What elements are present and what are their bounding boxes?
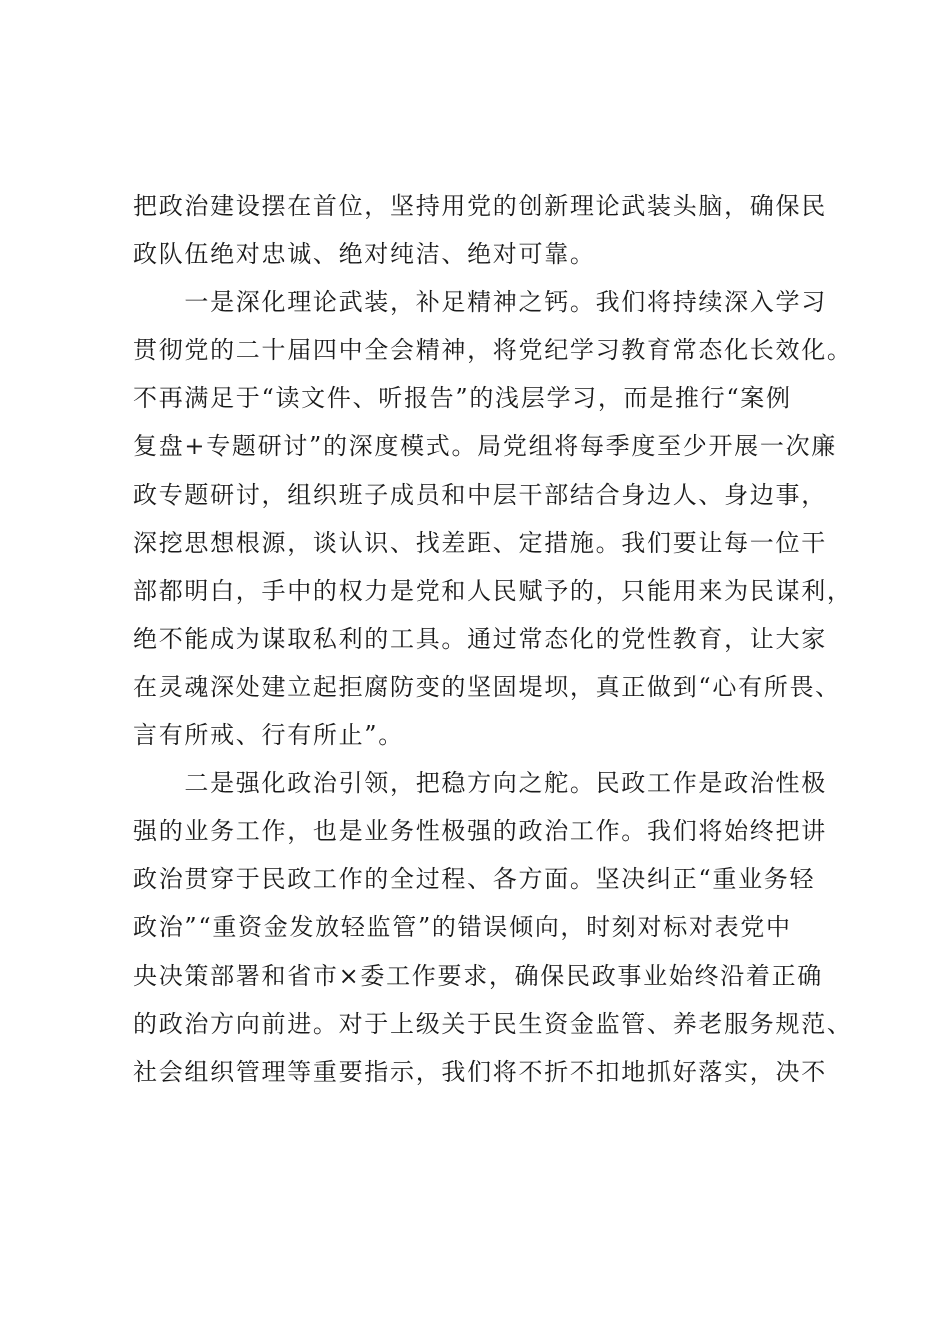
- text-line: 绝不能成为谋取私利的工具。通过常态化的党性教育，让大家: [133, 624, 827, 653]
- text-line: 的政治方向前进。对于上级关于民生资金监管、养老服务规范、: [133, 1009, 853, 1038]
- text-line: 深挖思想根源，谈认识、找差距、定措施。我们要让每一位干: [133, 528, 827, 557]
- text-line: 不再满足于“读文件、听报告”的浅层学习，而是推行“案例: [133, 384, 792, 413]
- text-line: 言有所戒、行有所止”。: [133, 721, 404, 750]
- paragraph: [133, 278, 853, 759]
- document-body: [133, 182, 853, 1096]
- text-line: 一是深化理论武装，补足精神之钙。我们将持续深入学习: [133, 288, 827, 317]
- paragraph: [133, 182, 833, 278]
- paragraph: [133, 759, 853, 1096]
- text-line: 二是强化政治引领，把稳方向之舵。民政工作是政治性极: [133, 769, 827, 798]
- text-line: 政专题研讨，组织班子成员和中层干部结合身边人、身边事，: [133, 480, 827, 509]
- text-line: 复盘+专题研讨”的深度模式。局党组将每季度至少开展一次廉: [133, 432, 837, 461]
- text-line: 社会组织管理等重要指示，我们将不折不扣地抓好落实，决不: [133, 1057, 827, 1086]
- text-line: 在灵魂深处建立起拒腐防变的坚固堤坝，真正做到“心有所畏、: [133, 672, 841, 701]
- text-line: 贯彻党的二十届四中全会精神，将党纪学习教育常态化长效化。: [133, 336, 853, 365]
- text-line: 政治贯穿于民政工作的全过程、各方面。坚决纠正“重业务轻: [133, 865, 816, 894]
- text-line: 强的业务工作，也是业务性极强的政治工作。我们将始终把讲: [133, 817, 827, 846]
- text-line: 部都明白，手中的权力是党和人民赋予的，只能用来为民谋利，: [133, 576, 853, 605]
- text-line: 把政治建设摆在首位，坚持用党的创新理论武装头脑，确保民: [133, 192, 827, 220]
- text-line: 政队伍绝对忠诚、绝对纯洁、绝对可靠。: [133, 240, 596, 269]
- text-line: 政治”“重资金发放轻监管”的错误倾向，时刻对标对表党中: [133, 913, 792, 942]
- text-line: 央决策部署和省市×委工作要求，确保民政事业始终沿着正确: [133, 961, 824, 990]
